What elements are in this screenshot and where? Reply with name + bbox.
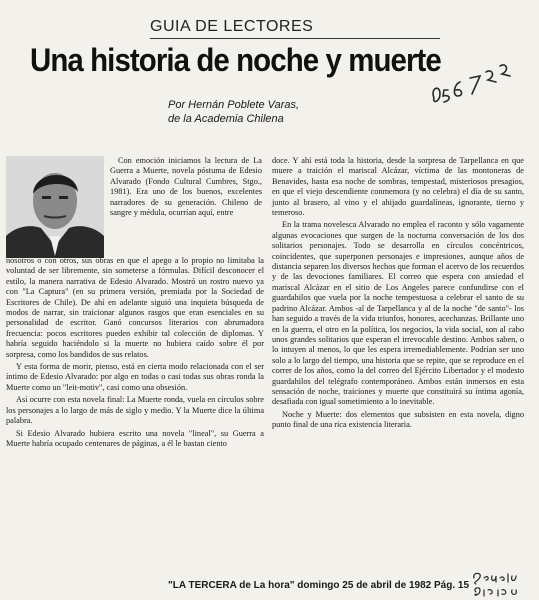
byline-affiliation: de la Academia Chilena [168,113,284,125]
col1-paragraph-1: nosotros o con otros, sus obras en que el apego a lo propio no limitaba la voluntad de ser libremente, sin someterse a fórmulas. Difícil desconocer el estilo, la manera narrativa de Edesio Alvarado. Mostró un rostro nuevo ya con "La Captura" (en su primera versión, premiada por la Sociedad de Escritores de Chile). De ahí en adelante siguió una inquieta búsqueda de modos de narrar, sin traicionar algunos rasgos que eran esenciales en su personalidad de escritor. Ganó concursos literarios con abrumadora frecuencia: pocos escritores pueden exhibir tal colección de diplomas. Y habría seguido haciéndolo si la muerte no hubiera caído sobre él por sorpresa, como los bandidos de sus relatos. [6,256,264,359]
column-1 [6,256,264,451]
byline-author: Por Hernán Poblete Varas, [168,99,300,111]
col2-paragraph-1: doce. Y ahí está toda la historia, desde la sorpresa de Tarpellanca en que muere a traición el mariscal Alcázar, víctima de las montoneras de Benavides, hasta esa noche de sombras, tempestad, misteriosos presagios, en que el viejo descendiente conmemora (y no celebra) el día de su santo, junto al brasero, al vino y el ahijado guardalíneas, ignorante, tierno y temeroso. [272,156,524,218]
col1-paragraph-2: Y esta forma de morir, pienso, está en cierta modo relacionada con el ser íntimo de Edesio Alvarado: por algo en todas o casi todas sus obras ronda la Muerte como un "leit-motiv", casi como una obsesión. [6,362,264,392]
byline [168,98,299,126]
col1-paragraph-3: Así ocurre con esta novela final: La Muerte ronda, vuela en círculos sobre los personajes a lo largo de más de siglo y medio. Y la Muerte dice la última palabra. [6,395,264,426]
column-2 [272,156,524,433]
col2-paragraph-3: Noche y Muerte: dos elementos que subsisten en esta novela, digno punto final de una rica existencia literaria. [272,409,524,430]
handwritten-note [470,568,532,600]
col2-paragraph-2: En la trama novelesca Alvarado no emplea el raconto y sólo vagamente algunas evocaciones que surgen de la nocturna conversación de los dos solitarios personajes. Todo se desarrolla en círculos concéntricos, coincidentes, que superponen personajes e impresiones, aunque años de distancia separen los diversos hechos que forman el acervo de los recuerdos y de las devociones familiares. El correo que espera con ansiedad el mariscal Alcázar en el sitio de Los Angeles parece confundirse con el guardahilos que vuela por la noche tempestuosa a celebrar el santo de su padrino Alcázar. Ambos -al de Tarpellanca y al de la noche "de santo"- los han seguido a través de la vida triunfos, honores, acechanzas. Brillante uno en la guerra, el otro en la política, los negocios, la vida social, son al cabo unos grandes solitarios que esperan el irrevocable destino. Ambos saben, o lo intuyen al menos, lo que les espera irremediablemente. Podrían ser uno solo a lo largo del tiempo, una historia que se repite, que se reproduce en el correr de los años, como la del correo del Ejército Libertador y el modesto guardahilos del telégrafo contemporáneo. Ambos están inmersos en esta sensación de noche, traiciones y muerte que constituirá su íntima agonía, desafiada con igual sometimiento a lo inevitable. [272,220,524,407]
col1-paragraph-4: Si Edesio Alvarado hubiera escrito una novela "lineal", su Guerra a Muerte habría ocupado centenares de páginas, a él le bastan ciento [6,428,264,448]
kicker-rule [150,38,440,39]
article-headline: Una historia de noche y muerte [30,42,441,78]
intro-paragraph: Con emoción iniciamos la lectura de La Guerra a Muerte, novela póstuma de Edesio Alvarado (Fondo Cultural Cumbres, Stgo., 1981). Era uno de los buenos, excelentes narradores de su generación. Chileno de sangre y médula, ocurrían aquí, entre [110,156,262,218]
column-1-intro [110,156,262,220]
handwritten-archive-number [430,48,520,108]
author-photo [6,156,104,258]
publication-footer: "LA TERCERA de La hora" domingo 25 de abril de 1982 Pág. 15 [168,580,470,591]
section-kicker: GUIA DE LECTORES [150,18,314,35]
